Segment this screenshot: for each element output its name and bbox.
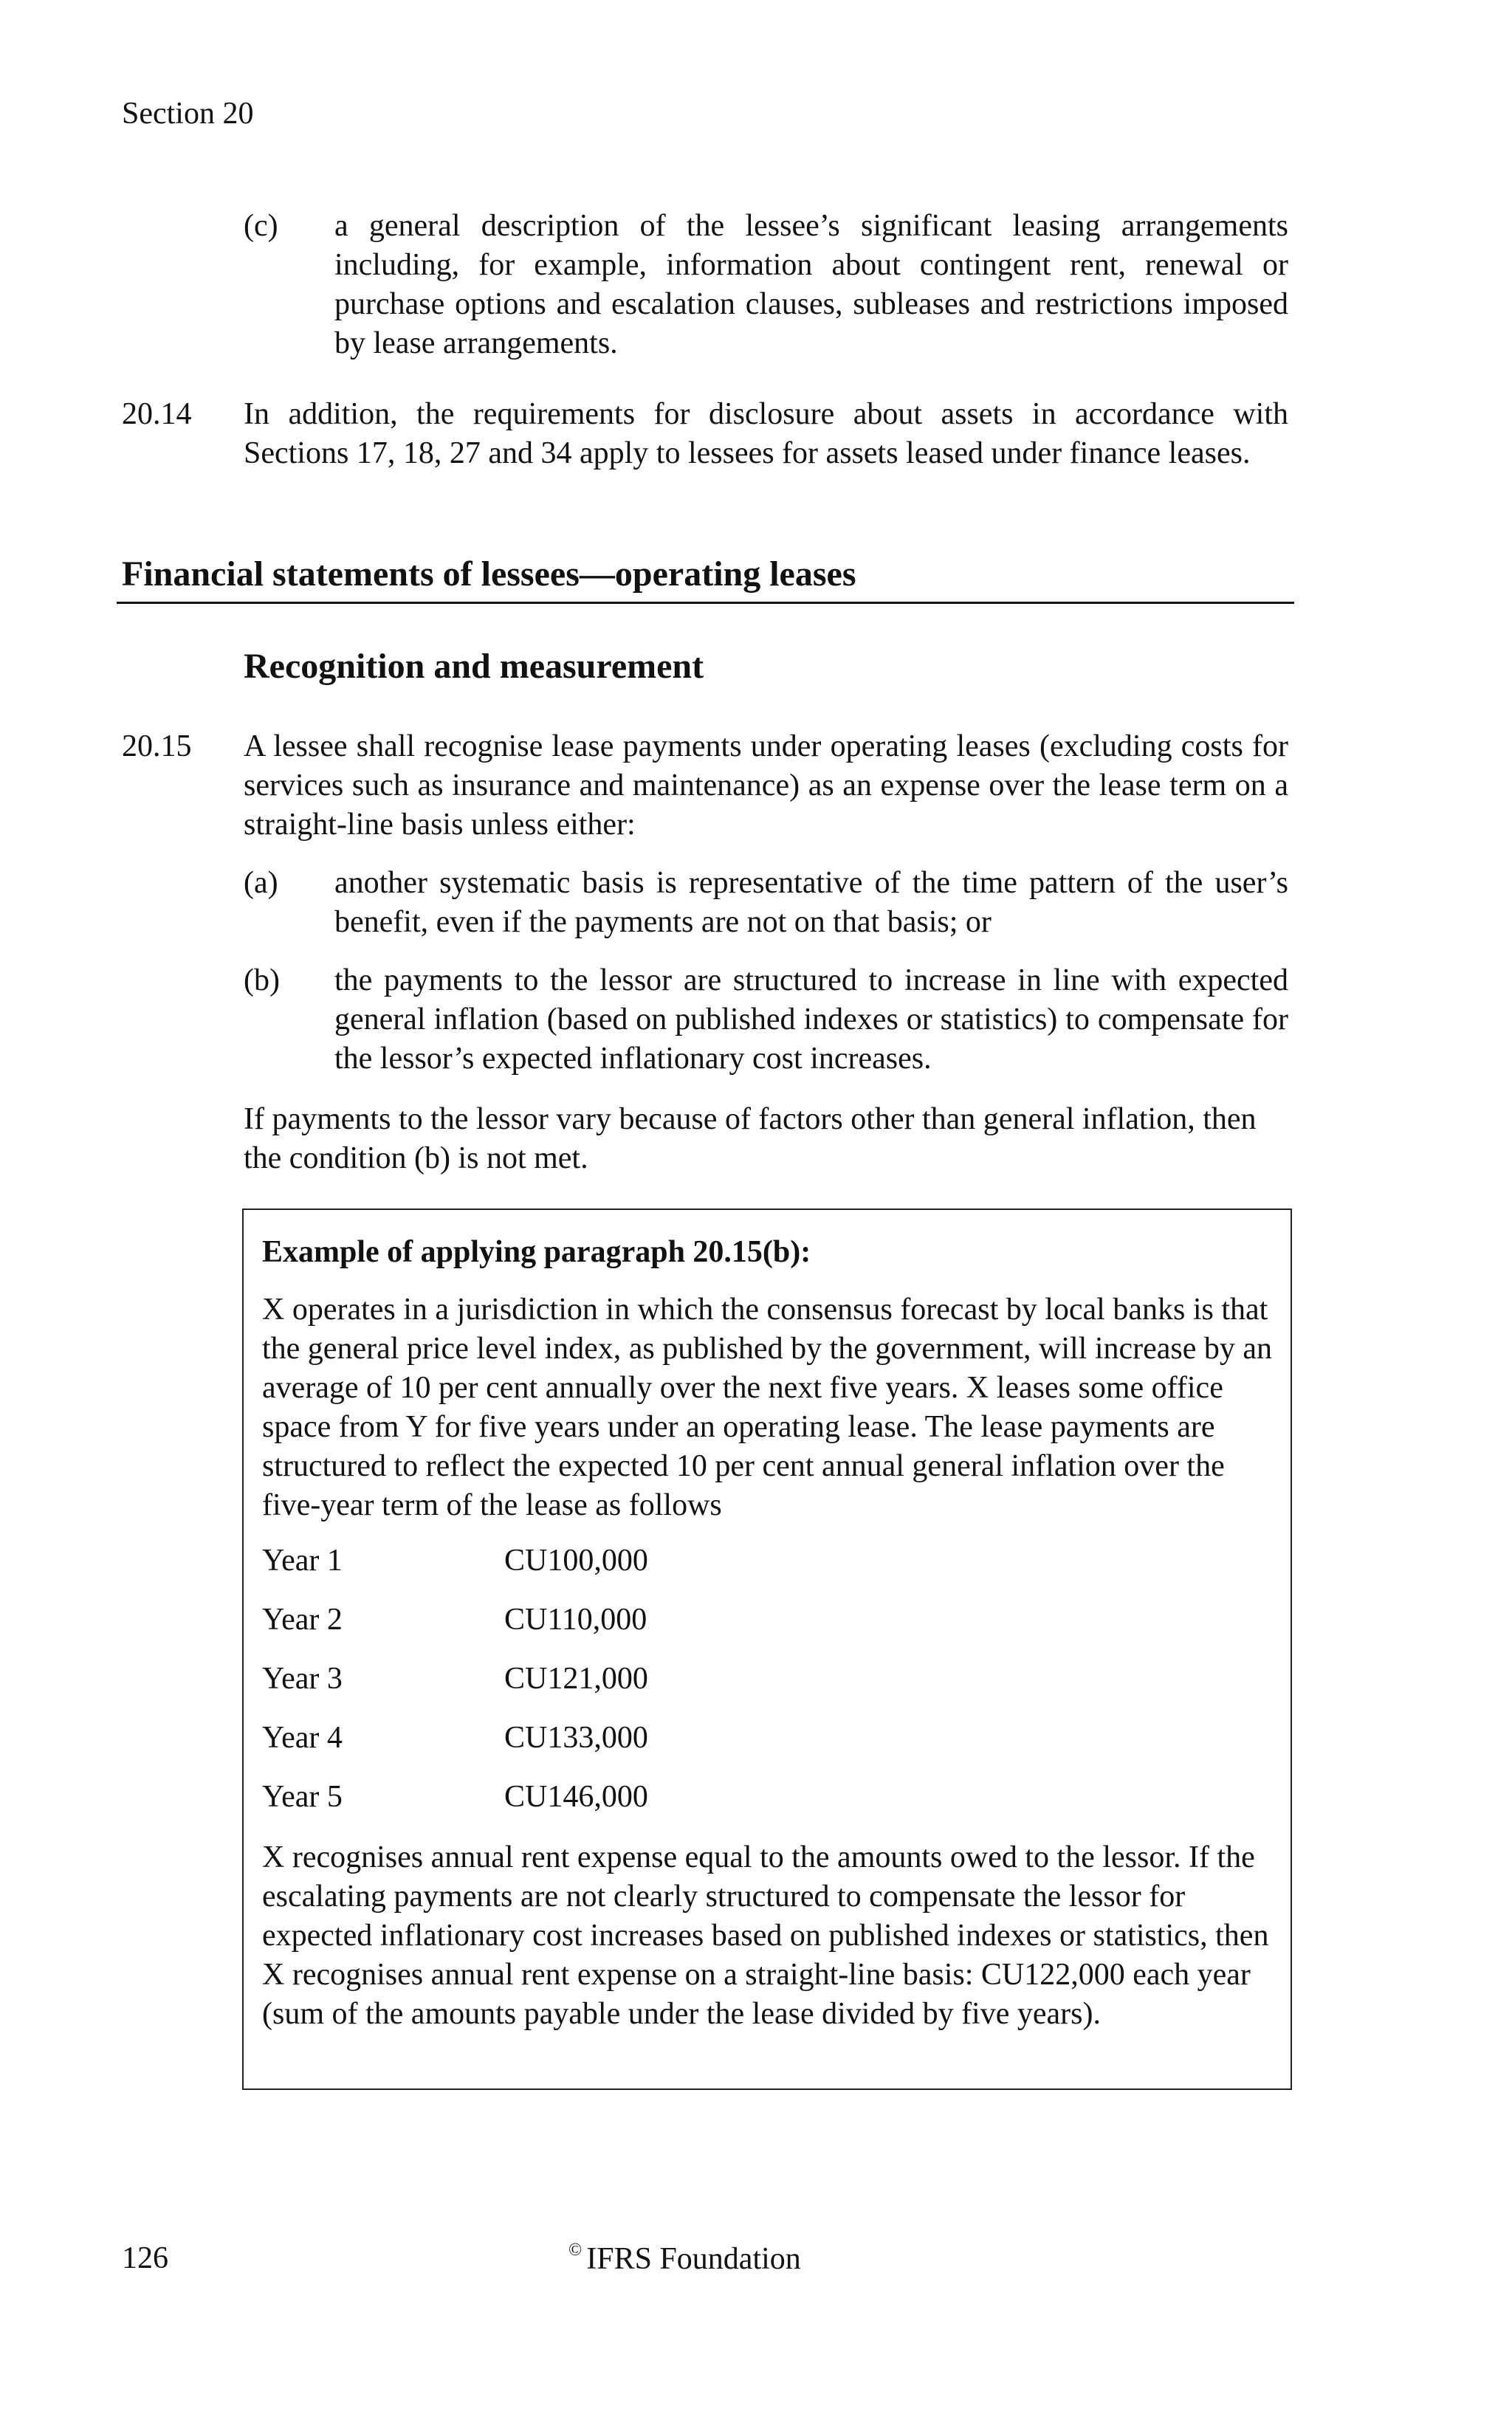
schedule-year: Year 3 [262,1662,343,1696]
schedule-amount: CU100,000 [504,1544,648,1578]
schedule-amount: CU110,000 [504,1603,647,1637]
running-header: Section 20 [122,97,254,131]
example-intro: X operates in a jurisdiction in which the consensus forecast by local banks is that the general price level index, as published by the government, will increase by an average of 10 per cent annually over the next five years. X leases some office space from Y for five years under an operating lease. The lease payments are structured to reflect the expected 10 per cent annual general inflation over the five-year term of the lease as follows [262,1293,1273,1522]
para-20-15-text: A lessee shall recognise lease payments under operating leases (excluding costs for services such as insurance and maintenance) as an expense over the lease term on a straight-line basis unless either: [244,729,1288,842]
schedule-year: Year 2 [262,1603,343,1637]
para-20-15-b-label: (b) [244,963,280,997]
item-c-label: (c) [244,209,278,243]
para-20-14-number: 20.14 [122,397,192,431]
item-c-text: a general description of the lessee’s significant leasing arrangements including, for example, information about contingent rent, renewal or purchase options and escalation clauses, subleases and restrictions imposed by lease arrangements. [334,209,1288,360]
schedule-year: Year 1 [262,1544,343,1578]
copyright-text: IFRS Foundation [586,2242,801,2276]
copyright-symbol: © [568,2241,583,2260]
subheading: Recognition and measurement [244,647,704,686]
section-heading: Financial statements of lessees—operating leases [122,554,856,594]
para-20-14-text: In addition, the requirements for disclosure about assets in accordance with Sections 17, 18, 27 and 34 apply to lessees for assets leased under finance leases. [244,397,1288,470]
para-20-15-number: 20.15 [122,729,192,763]
para-20-15-b-text: the payments to the lessor are structured to increase in line with expected general inflation (based on published indexes or statistics) to compensate for the lessor’s expected inflationary cost increases. [334,963,1288,1076]
schedule-amount: CU121,000 [504,1662,648,1696]
schedule-year: Year 5 [262,1780,343,1814]
example-conclusion: X recognises annual rent expense equal to the amounts owed to the lessor. If the escalating payments are not clearly structured to compensate the lessor for expected inflationary cost increases based on published indexes or statistics, then X recognises annual rent expense on a straight-line basis: CU122,000 each year (sum of the amounts payable under the lease divided by five years). [262,1840,1269,2031]
schedule-year: Year 4 [262,1721,343,1755]
page-number: 126 [122,2241,168,2275]
schedule-amount: CU146,000 [504,1780,648,1814]
copyright [568,2241,801,2277]
example-title: Example of applying paragraph 20.15(b): [262,1235,811,1269]
para-20-15-a-text: another systematic basis is representative of the time pattern of the user’s benefit, even if the payments are not on that basis; or [334,866,1288,939]
heading-rule [117,602,1294,604]
schedule-amount: CU133,000 [504,1721,648,1755]
para-20-15-closing: If payments to the lessor vary because of factors other than general inflation, then the condition (b) is not met. [244,1102,1257,1175]
para-20-15-a-label: (a) [244,866,278,900]
